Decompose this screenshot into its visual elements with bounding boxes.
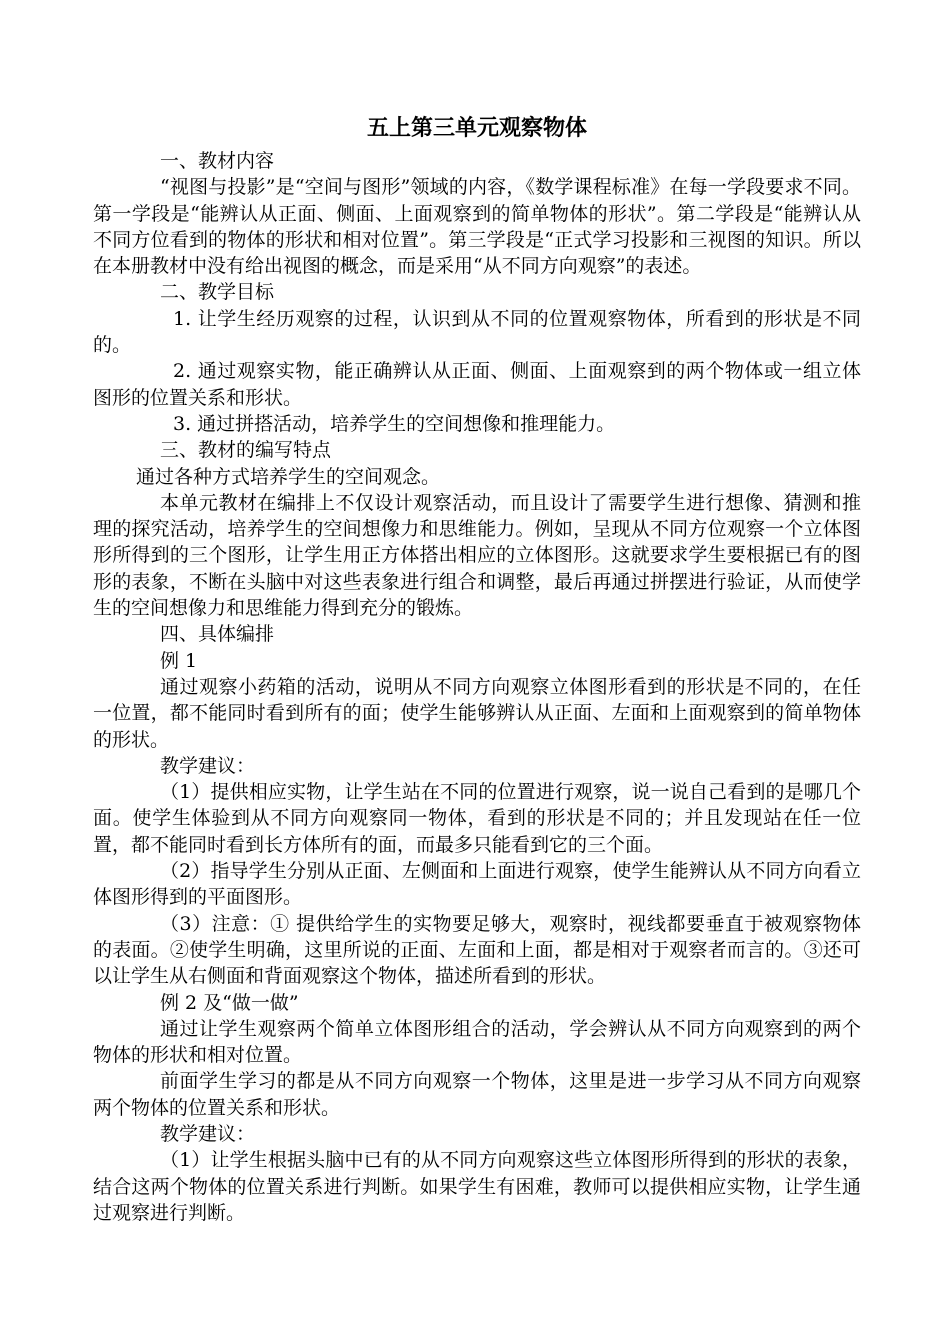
teaching-suggestion-heading: 教学建议：	[160, 754, 256, 777]
section-heading-content: 一、教材内容	[160, 150, 275, 172]
section-heading-arrangement: 四、具体编排	[160, 623, 275, 646]
section-heading-features: 三、教材的编写特点	[160, 439, 332, 462]
body-paragraph: 通过让学生观察两个简单立体图形组合的活动，学会辨认从不同方向观察到的两个物体的形状和相对位置。	[93, 1017, 861, 1067]
goal-item-3: 3. 通过拼搭活动，培养学生的空间想像和推理能力。	[173, 412, 616, 435]
body-paragraph: “视图与投影”是“空间与图形”领域的内容，《数学课程标准》在每一学段要求不同。第一学段是“能辨认从正面、侧面、上面观察到的简单物体的形状”。第二学段是“能辨认从不同方位看到的物体的形状和相对位置”。第三学段是“正式学习投影和三视图的知识。所以在本册教材中没有给出视图的概念，而是采用“从不同方向观察”的表述。	[93, 176, 861, 278]
body-paragraph: 前面学生学习的都是从不同方向观察一个物体，这里是进一步学习从不同方向观察两个物体的位置关系和形状。	[93, 1070, 861, 1119]
suggestion-item: （3）注意：① 提供给学生的实物要足够大，观察时，视线都要垂直于被观察物体的表面。②使学生明确，这里所说的正面、左面和上面，都是相对于观察者而言的。③还可以让学生从右侧面和背面观察这个物体，描述所看到的形状。	[93, 912, 861, 988]
teaching-suggestion-heading: 教学建议：	[160, 1122, 256, 1145]
document-title: 五上第三单元观察物体	[366, 115, 587, 141]
suggestion-item: （1）提供相应实物，让学生站在不同的位置进行观察，说一说自己看到的是哪几个面。使学生体验到从不同方向观察同一物体，看到的形状是不同的；并且发现站在任一位置，都不能同时看到长方体所有的面，而最多只能看到它的三个面。	[93, 781, 861, 856]
example-heading-1: 例 1	[160, 649, 198, 672]
section-heading-goals: 二、教学目标	[160, 281, 275, 304]
suggestion-item: （2）指导学生分别从正面、左侧面和上面进行观察，使学生能辨认从不同方向看立体图形得到的平面图形。	[93, 860, 861, 909]
example-heading-2: 例 2 及“做一做”	[160, 991, 299, 1014]
body-paragraph: 本单元教材在编排上不仅设计观察活动，而且设计了需要学生进行想像、猜测和推理的探究活动，培养学生的空间想像力和思维能力。例如，呈现从不同方位观察一个立体图形所得到的三个图形，让学生用正方体搭出相应的立体图形。这就要求学生要根据已有的图形的表象，不断在头脑中对这些表象进行组合和调整，最后再通过拼摆进行验证，从而使学生的空间想像力和思维能力得到充分的锻炼。	[93, 491, 861, 620]
suggestion-item: （1）让学生根据头脑中已有的从不同方向观察这些立体图形所得到的形状的表象，结合这两个物体的位置关系进行判断。如果学生有困难，教师可以提供相应实物，让学生通过观察进行判断。	[93, 1149, 861, 1224]
document-page	[93, 108, 861, 1226]
goal-item-1: 1. 让学生经历观察的过程，认识到从不同的位置观察物体，所看到的形状是不同的。	[93, 307, 861, 357]
body-paragraph: 通过各种方式培养学生的空间观念。	[136, 465, 441, 488]
body-paragraph: 通过观察小药箱的活动，说明从不同方向观察立体图形看到的形状是不同的，在任一位置，都不能同时看到所有的面；使学生能够辨认从正面、左面和上面观察到的简单物体的形状。	[93, 675, 861, 751]
goal-item-2: 2. 通过观察实物，能正确辨认从正面、侧面、上面观察到的两个物体或一组立体图形的位置关系和形状。	[93, 360, 861, 409]
